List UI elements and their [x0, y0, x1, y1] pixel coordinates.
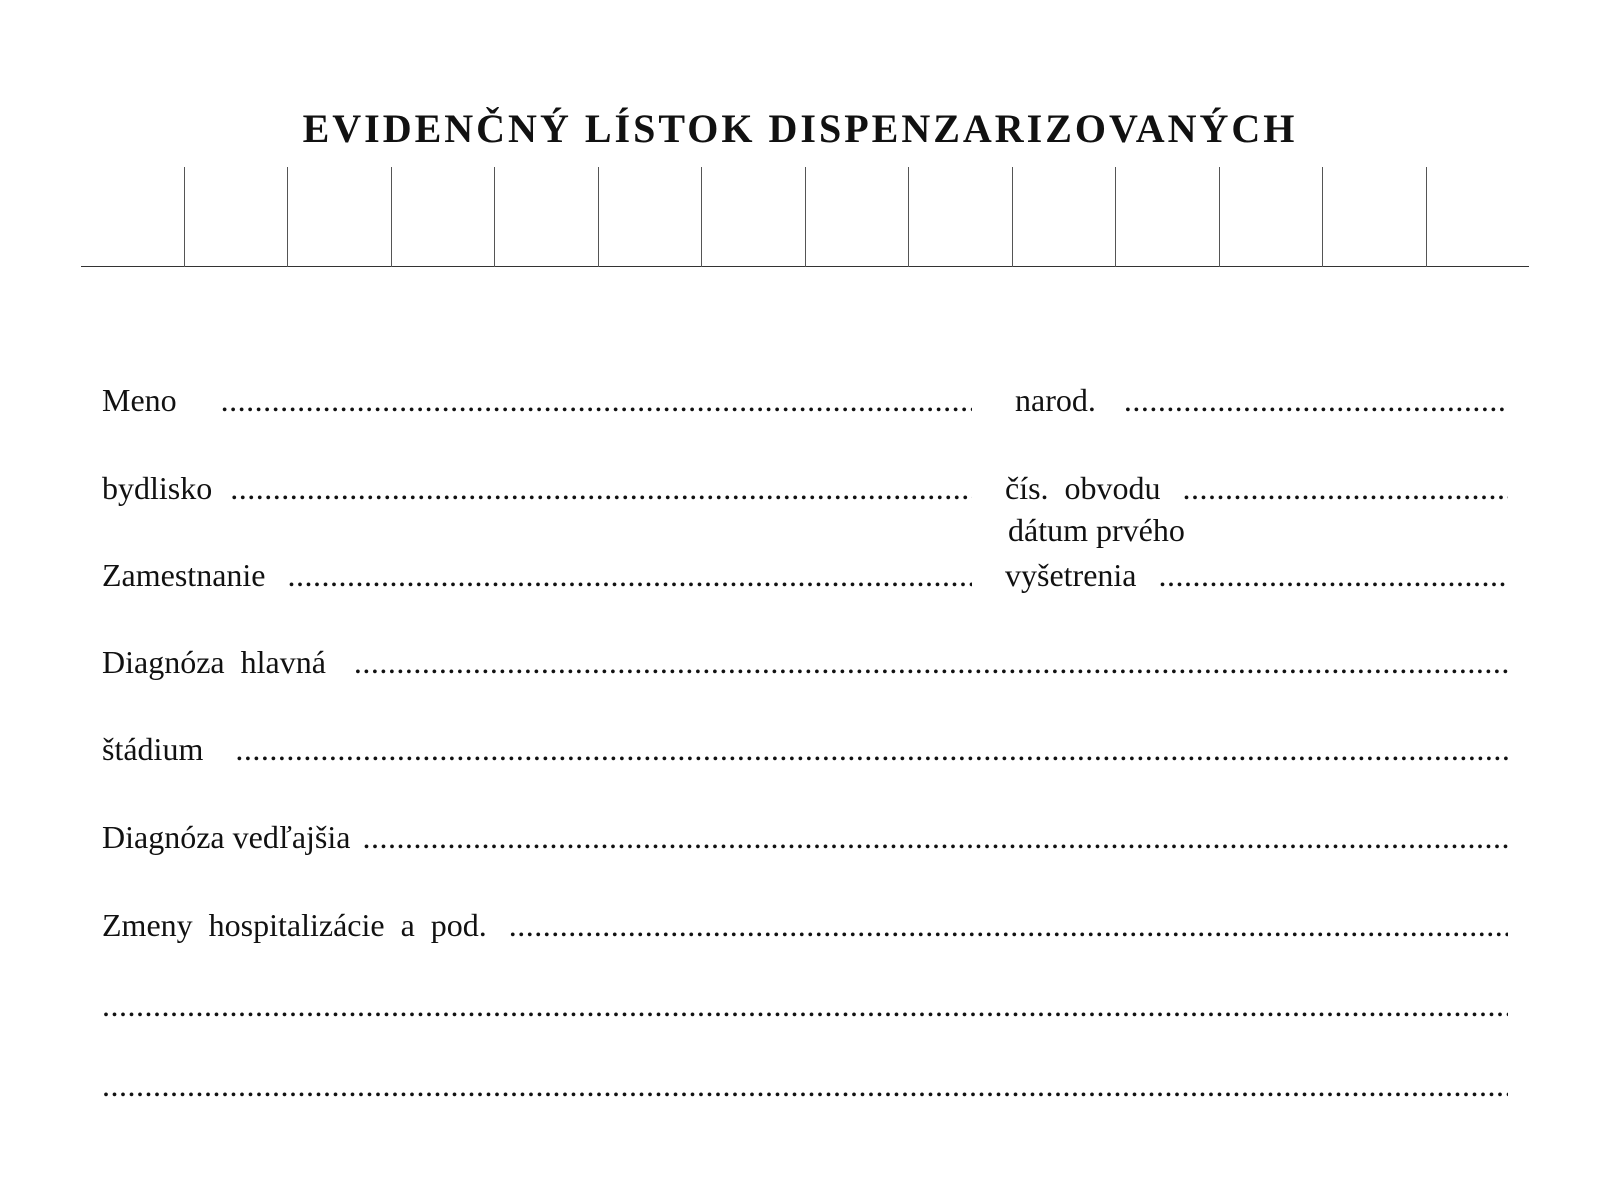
field-narod[interactable] — [1015, 380, 1508, 420]
grid-boxes — [81, 167, 1529, 267]
fill-line-narod[interactable] — [1124, 380, 1508, 420]
label-narod: narod. — [1015, 382, 1096, 418]
field-zmeny[interactable] — [102, 905, 1508, 945]
fill-line-diagnoza-hlavna[interactable] — [354, 642, 1508, 682]
label-diagnoza-hlavna: Diagnóza hlavná — [102, 644, 326, 680]
grid-divider — [908, 167, 909, 267]
field-cis-obvodu[interactable] — [1005, 468, 1508, 508]
grid-divider — [1012, 167, 1013, 267]
field-vysetrenia[interactable] — [1005, 555, 1508, 595]
fill-line-diagnoza-vedlajsia[interactable] — [362, 817, 1508, 857]
label-diagnoza-vedlajsia: Diagnóza vedľajšia — [102, 819, 351, 855]
field-diagnoza-vedlajsia[interactable] — [102, 817, 1508, 857]
grid-divider — [1115, 167, 1116, 267]
label-stadium: štádium — [102, 731, 204, 767]
label-zamestnanie: Zamestnanie — [102, 557, 266, 593]
label-cis-obvodu: čís. obvodu — [1005, 470, 1161, 506]
field-diagnoza-hlavna[interactable] — [102, 642, 1508, 682]
label-meno: Meno — [102, 382, 177, 418]
fill-line-zamestnanie[interactable] — [287, 555, 972, 595]
label-datum-prveho: dátum prvého — [1008, 512, 1185, 548]
blank-line-2[interactable] — [102, 1065, 1508, 1105]
form-title: EVIDENČNÝ LÍSTOK DISPENZARIZOVANÝCH — [302, 106, 1298, 151]
fill-line-meno[interactable] — [221, 380, 972, 420]
field-meno[interactable] — [102, 380, 972, 420]
grid-divider — [598, 167, 599, 267]
blank-line-1[interactable] — [102, 985, 1508, 1025]
grid-divider — [1426, 167, 1427, 267]
fill-line-cis-obvodu[interactable] — [1183, 468, 1508, 508]
fill-line-vysetrenia[interactable] — [1159, 555, 1509, 595]
field-stadium[interactable] — [102, 729, 1508, 769]
fill-line-stadium[interactable] — [235, 729, 1508, 769]
grid-divider — [1322, 167, 1323, 267]
label-zmeny: Zmeny hospitalizácie a pod. — [102, 907, 487, 943]
label-bydlisko: bydlisko — [102, 470, 213, 506]
field-zamestnanie[interactable] — [102, 555, 972, 595]
grid-divider — [391, 167, 392, 267]
grid-divider — [805, 167, 806, 267]
label-vysetrenia: vyšetrenia — [1005, 557, 1137, 593]
grid-divider — [701, 167, 702, 267]
grid-divider — [494, 167, 495, 267]
fill-line-zmeny[interactable] — [509, 905, 1508, 945]
fill-line-bydlisko[interactable] — [230, 468, 972, 508]
grid-divider — [184, 167, 185, 267]
grid-divider — [287, 167, 288, 267]
grid-divider — [1219, 167, 1220, 267]
field-bydlisko[interactable] — [102, 468, 972, 508]
